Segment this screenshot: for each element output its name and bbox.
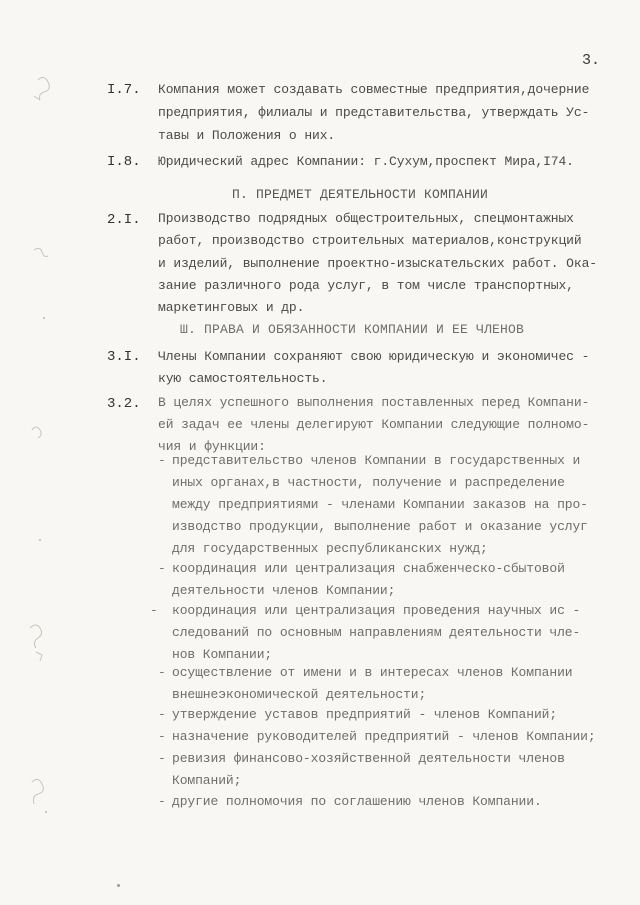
text-line: тавы и Положения о них. <box>158 128 336 143</box>
text-line: Члены Компании сохраняют свою юридическую и экономичес - <box>158 349 590 364</box>
margin-mark <box>36 652 42 661</box>
text-line: и изделий, выполнение проектно-изыскательских работ. Ока- <box>158 256 597 271</box>
text-line: Юридический адрес Компании: г.Сухум,проспект Мира,I74. <box>158 154 574 169</box>
list-item-line: координация или централизация снабженческо-сбытовой <box>172 561 565 576</box>
list-item-line: внешнеэкономической деятельности; <box>172 687 427 702</box>
margin-mark <box>32 427 41 438</box>
list-bullet: - <box>150 603 158 618</box>
list-item-line: следований по основным направлениям деятельности чле- <box>172 625 581 640</box>
list-item-line: для государственных республиканских нужд; <box>172 541 488 556</box>
list-bullet: - <box>158 561 166 576</box>
list-item-line: представительство членов Компании в государственных и <box>172 453 581 468</box>
list-item-line: ревизия финансово-хозяйственной деятельности членов <box>172 751 565 766</box>
section-heading: П. ПРЕДМЕТ ДЕЯТЕЛЬНОСТИ КОМПАНИИ <box>232 187 489 202</box>
text-line: предприятия, филиалы и представительства, утверждать Ус- <box>158 105 590 120</box>
margin-mark <box>32 779 43 804</box>
clause-number: 3.I. <box>107 349 141 365</box>
list-bullet: - <box>158 453 166 468</box>
clause-number: 2.I. <box>107 212 141 228</box>
clause-number: I.8. <box>107 154 141 170</box>
list-item-line: между предприятиями - членами Компании заказов на про- <box>172 497 588 512</box>
margin-mark <box>38 77 49 100</box>
list-item-line: деятельности членов Компании; <box>172 583 396 598</box>
text-line: кую самостоятельность. <box>158 371 328 386</box>
list-item-line: нов Компании; <box>172 647 273 662</box>
text-line: Компания может создавать совместные предприятия,дочерние <box>158 82 590 97</box>
text-line: маркетинговых и др. <box>158 300 305 315</box>
list-item-line: назначение руководителей предприятий - членов Компании; <box>172 729 596 744</box>
list-item-line: осуществление от имени и в интересах членов Компании <box>172 665 573 680</box>
list-bullet: - <box>158 794 166 809</box>
text-line: ей задач ее члены делегируют Компании следующие полномо- <box>158 417 590 432</box>
margin-speck <box>39 539 41 541</box>
margin-speck <box>43 317 45 319</box>
list-item-line: иных органах,в частности, получение и распределение <box>172 475 565 490</box>
list-item-line: координация или централизация проведения научных ис - <box>172 603 581 618</box>
text-line: Производство подрядных общестроительных, спецмонтажных <box>158 211 574 226</box>
page-number: 3. <box>582 52 601 69</box>
margin-mark <box>30 625 42 648</box>
list-bullet: - <box>158 729 166 744</box>
scan-speck <box>117 884 120 887</box>
text-line: работ, производство строительных материалов,конструкций <box>158 233 582 248</box>
list-bullet: - <box>158 665 166 680</box>
list-item-line: другие полномочия по соглашению членов Компании. <box>172 794 542 809</box>
clause-number: I.7. <box>107 82 141 98</box>
list-item-line: изводство продукции, выполнение работ и оказание услуг <box>172 519 588 534</box>
list-bullet: - <box>158 707 166 722</box>
clause-number: 3.2. <box>107 396 141 412</box>
text-line: чия и функции: <box>158 439 266 454</box>
list-item-line: утверждение уставов предприятий - членов Компаний; <box>172 707 558 722</box>
margin-mark <box>34 248 48 256</box>
text-line: В целях успешного выполнения поставленных перед Компани- <box>158 395 590 410</box>
margin-scan-marks <box>18 0 78 905</box>
list-item-line: Компаний; <box>172 773 242 788</box>
margin-speck <box>45 811 47 813</box>
list-bullet: - <box>158 751 166 766</box>
text-line: зание различного рода услуг, в том числе транспортных, <box>158 278 574 293</box>
section-heading: Ш. ПРАВА И ОБЯЗАННОСТИ КОМПАНИИ И ЕЕ ЧЛЕНОВ <box>180 322 525 337</box>
